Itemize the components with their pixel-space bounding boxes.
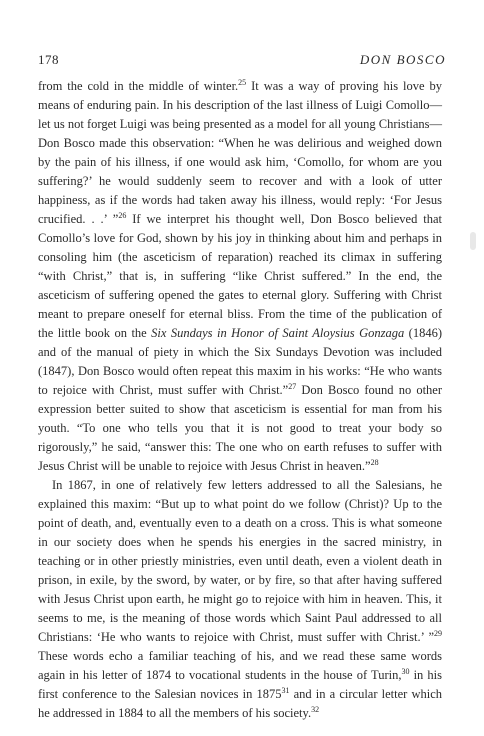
page-number: 178 xyxy=(38,52,59,67)
footnote-marker: 26 xyxy=(118,210,127,220)
footnote-marker: 25 xyxy=(238,77,247,87)
footnote-marker: 27 xyxy=(288,381,297,391)
text-run: If we interpret his thought well, Don Bosco believed that Comollo’s love for God, shown by his joy in thinking about him and perhaps in consoling him (the asceticism of reparation) reached its climax in suffering “with Christ,” that is, in suffering “like Christ suffered.” In the end, the asceticism of suffering opened the gates to eternal glory. Suffering with Christ meant to prepare oneself for eternal bliss. From the time of the publication of the little book on the xyxy=(38,212,443,340)
paragraph-2 xyxy=(38,476,442,723)
footnote-marker: 31 xyxy=(281,685,290,695)
footnote-marker: 28 xyxy=(370,457,379,467)
text-run: Don Bosco found no other expression better suited to show that asceticism is essential for man from his youth. “To one who tells you that it is not good to treat your body so rigorously,” he said, “answer this: The one who on earth refuses to suffer with Jesus Christ will be unable to rejoice with Jesus Christ in heaven.” xyxy=(38,383,443,473)
footnote-marker: 30 xyxy=(401,666,410,676)
body-text xyxy=(38,77,442,723)
text-run: These words echo a familiar teaching of his, and we read these same words again in his letter of 1874 to vocational students in the house of Turin, xyxy=(38,649,442,682)
footnote-marker: 32 xyxy=(311,704,320,714)
text-run: and in a circular letter which he addressed in 1884 to all the members of his society. xyxy=(38,687,442,720)
book-title-italic: Six Sundays in Honor of Saint Aloysius Gonzaga xyxy=(151,326,405,340)
page-smudge-mark xyxy=(470,232,476,250)
page-header xyxy=(38,52,446,72)
text-run: (1846) and of the manual of piety in which the Six Sundays Devotion was included (1847), Don Bosco would often repeat this maxim in his works: “He who wants to rejoice with Christ, must suffer with Christ.” xyxy=(38,326,442,397)
paragraph-1 xyxy=(38,77,442,476)
running-head: DON BOSCO xyxy=(359,52,446,67)
text-run: It was a way of proving his love by means of enduring pain. In his description of the last illness of Luigi Comollo—let us not forget Luigi was being presented as a model for all young Christians—Don Bosco made this observation: “When he was delirious and weighed down by the pain of his illness, if one would ask him, ‘Comollo, for whom are you suffering?’ he would suddenly seem to recover and with a look of utter happiness, as if the words had taken away his illness, would reply: ‘For Jesus crucified. . .’ ” xyxy=(38,79,442,226)
text-run: in his first conference to the Salesian novices in 1875 xyxy=(38,668,442,701)
footnote-marker: 29 xyxy=(434,628,442,638)
text-run: from the cold in the middle of winter. xyxy=(38,79,239,93)
text-run: In 1867, in one of relatively few letters addressed to all the Salesians, he explained this maxim: “But up to what point do we follow (Christ)? Up to the point of death, and, eventually even to a death on a cross. This is what someone in our society does when he spends his energies in the sacred ministry, in teaching or in other priestly ministries, even until death, even a violent death in prison, in exile, by the sword, by water, or by fire, so that after having suffered with Jesus Christ upon earth, he might go to rejoice with him in heaven. This, it seems to me, is the meaning of those words which Saint Paul addressed to all Christians: ‘He who wants to rejoice with Christ, must suffer with Christ.’ ” xyxy=(38,478,442,644)
